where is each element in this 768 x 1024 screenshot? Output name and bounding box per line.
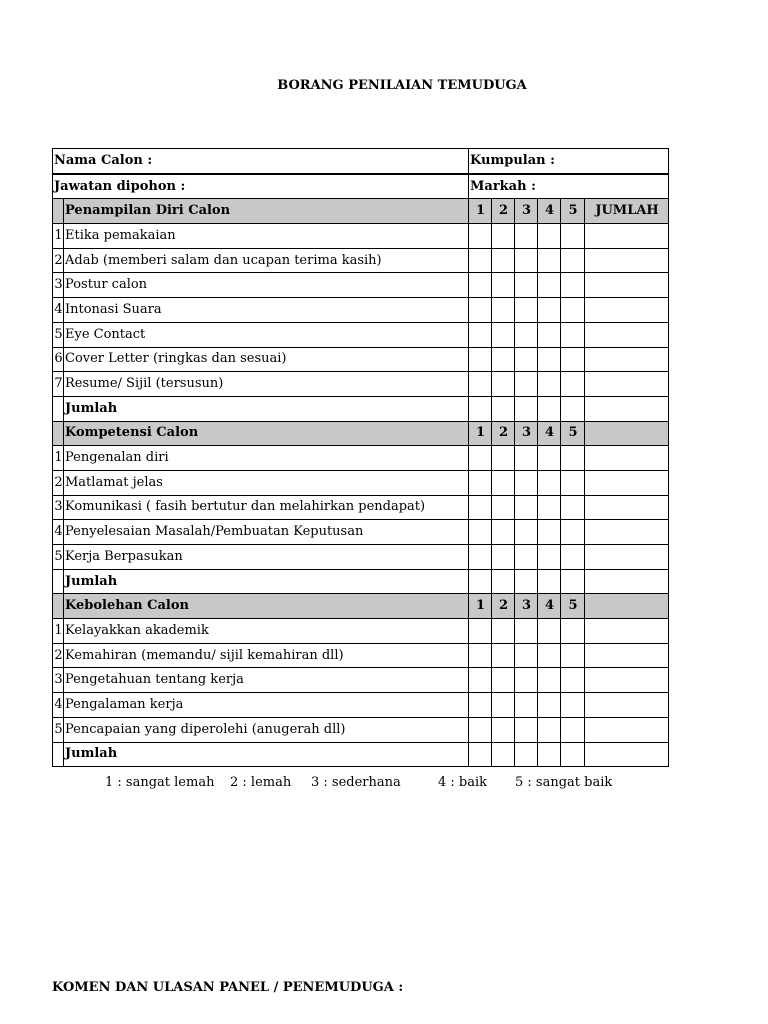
total-column-blank [585,421,669,446]
score-cell[interactable] [515,742,538,767]
criterion-number: 2 [53,470,64,495]
total-cell[interactable] [585,224,669,249]
criterion-number: 4 [53,298,64,323]
criterion-number: 3 [53,668,64,693]
total-cell[interactable] [585,717,669,742]
total-cell[interactable] [585,322,669,347]
score-cell[interactable] [538,643,561,668]
score-cell[interactable] [492,668,515,693]
score-cell[interactable] [469,347,492,372]
score-cell[interactable] [469,495,492,520]
section-spacer [53,742,64,767]
score-cell[interactable] [538,446,561,471]
score-column-header: 3 [515,594,538,619]
score-cell[interactable] [515,322,538,347]
score-cell[interactable] [492,396,515,421]
score-column-header: 4 [538,594,561,619]
score-cell[interactable] [492,347,515,372]
legend-item: 4 : baik [438,775,488,790]
score-cell[interactable] [515,298,538,323]
score-cell[interactable] [538,693,561,718]
score-cell[interactable] [561,742,585,767]
section-total-label: Jumlah [64,396,469,421]
group-label: Kumpulan : [469,149,669,174]
score-cell[interactable] [492,643,515,668]
section-total-row [53,396,669,421]
score-cell[interactable] [561,347,585,372]
score-cell[interactable] [538,668,561,693]
score-cell[interactable] [469,396,492,421]
score-cell[interactable] [515,446,538,471]
total-cell[interactable] [585,396,669,421]
score-cell[interactable] [492,619,515,644]
total-cell[interactable] [585,372,669,397]
score-cell[interactable] [515,520,538,545]
criterion-row [53,248,669,273]
score-cell[interactable] [469,619,492,644]
criterion-row [53,520,669,545]
score-column-header: 2 [492,199,515,224]
section-spacer [53,396,64,421]
criterion-number: 3 [53,273,64,298]
criterion-row [53,643,669,668]
criterion-row [53,322,669,347]
total-cell[interactable] [585,520,669,545]
criterion-label: Kelayakkan akademik [64,619,469,644]
panel-comments-label: KOMEN DAN ULASAN PANEL / PENEMUDUGA : [52,980,404,995]
score-column-header: 5 [561,594,585,619]
score-cell[interactable] [538,298,561,323]
criterion-row [53,717,669,742]
score-column-header: 3 [515,199,538,224]
total-cell[interactable] [585,273,669,298]
score-cell[interactable] [492,470,515,495]
criterion-row [53,273,669,298]
criterion-number: 2 [53,248,64,273]
criterion-number: 1 [53,446,64,471]
score-cell[interactable] [469,569,492,594]
score-cell[interactable] [515,668,538,693]
total-cell[interactable] [585,569,669,594]
criterion-row [53,668,669,693]
score-cell[interactable] [469,273,492,298]
form-title: BORANG PENILAIAN TEMUDUGA [277,78,527,93]
total-column-blank [585,594,669,619]
score-column-header: 5 [561,199,585,224]
score-cell[interactable] [538,396,561,421]
total-cell[interactable] [585,693,669,718]
score-cell[interactable] [561,372,585,397]
score-cell[interactable] [492,545,515,570]
criterion-row [53,545,669,570]
section-header [53,594,669,619]
position-applied-label: Jawatan dipohon : [53,174,469,199]
score-cell[interactable] [515,643,538,668]
section-heading: Kompetensi Calon [64,421,469,446]
score-cell[interactable] [538,248,561,273]
criterion-label: Penyelesaian Masalah/Pembuatan Keputusan [64,520,469,545]
section-spacer [53,199,64,224]
total-cell[interactable] [585,619,669,644]
score-cell[interactable] [538,545,561,570]
score-cell[interactable] [538,322,561,347]
score-cell[interactable] [515,545,538,570]
criterion-row [53,495,669,520]
section-spacer [53,594,64,619]
score-cell[interactable] [469,446,492,471]
score-cell[interactable] [469,668,492,693]
total-cell[interactable] [585,668,669,693]
total-cell[interactable] [585,347,669,372]
score-cell[interactable] [561,545,585,570]
score-cell[interactable] [561,396,585,421]
score-cell[interactable] [538,569,561,594]
criterion-label: Cover Letter (ringkas dan sesuai) [64,347,469,372]
criterion-row [53,693,669,718]
score-cell[interactable] [515,619,538,644]
total-cell[interactable] [585,643,669,668]
section-heading: Penampilan Diri Calon [64,199,469,224]
score-cell[interactable] [515,569,538,594]
criterion-row [53,619,669,644]
score-cell[interactable] [538,520,561,545]
criterion-label: Pengenalan diri [64,446,469,471]
score-cell[interactable] [515,372,538,397]
score-column-header: 3 [515,421,538,446]
score-column-header: 1 [469,199,492,224]
score-cell[interactable] [538,372,561,397]
score-cell[interactable] [469,372,492,397]
score-cell[interactable] [561,470,585,495]
candidate-name-label: Nama Calon : [53,149,469,174]
score-cell[interactable] [561,298,585,323]
score-column-header: 1 [469,594,492,619]
score-cell[interactable] [538,742,561,767]
score-cell[interactable] [492,742,515,767]
score-cell[interactable] [469,693,492,718]
score-cell[interactable] [515,717,538,742]
total-cell[interactable] [585,298,669,323]
total-cell[interactable] [585,545,669,570]
criterion-number: 1 [53,224,64,249]
score-cell[interactable] [492,224,515,249]
score-cell[interactable] [469,643,492,668]
section-total-label: Jumlah [64,742,469,767]
criterion-number: 4 [53,693,64,718]
total-column-header: JUMLAH [585,199,669,224]
legend-item: 3 : sederhana [311,775,401,790]
score-cell[interactable] [561,248,585,273]
score-cell[interactable] [492,717,515,742]
score-cell[interactable] [561,224,585,249]
score-cell[interactable] [469,717,492,742]
criterion-number: 3 [53,495,64,520]
score-cell[interactable] [538,470,561,495]
score-cell[interactable] [492,372,515,397]
criterion-label: Kerja Berpasukan [64,545,469,570]
score-cell[interactable] [561,569,585,594]
score-cell[interactable] [515,347,538,372]
score-column-header: 5 [561,421,585,446]
score-column-header: 4 [538,199,561,224]
score-cell[interactable] [515,224,538,249]
assessment-table [52,148,669,767]
score-cell[interactable] [515,248,538,273]
criterion-number: 7 [53,372,64,397]
score-cell[interactable] [469,470,492,495]
total-cell[interactable] [585,248,669,273]
section-spacer [53,569,64,594]
score-cell[interactable] [538,495,561,520]
score-cell[interactable] [515,396,538,421]
criterion-row [53,470,669,495]
score-cell[interactable] [561,668,585,693]
score-cell[interactable] [515,693,538,718]
criterion-number: 2 [53,643,64,668]
total-cell[interactable] [585,742,669,767]
score-cell[interactable] [561,619,585,644]
score-cell[interactable] [469,224,492,249]
criterion-row [53,372,669,397]
score-cell[interactable] [561,520,585,545]
section-spacer [53,421,64,446]
legend-item: 5 : sangat baik [515,775,613,790]
score-cell[interactable] [561,446,585,471]
criterion-label: Pencapaian yang diperolehi (anugerah dll) [64,717,469,742]
score-cell[interactable] [561,643,585,668]
section-total-row [53,742,669,767]
score-cell[interactable] [538,347,561,372]
criterion-label: Pengalaman kerja [64,693,469,718]
score-cell[interactable] [492,693,515,718]
section-heading: Kebolehan Calon [64,594,469,619]
criterion-number: 5 [53,545,64,570]
criterion-label: Resume/ Sijil (tersusun) [64,372,469,397]
criterion-label: Pengetahuan tentang kerja [64,668,469,693]
legend-item: 1 : sangat lemah [105,775,215,790]
legend-item: 2 : lemah [230,775,292,790]
score-cell[interactable] [469,248,492,273]
score-cell[interactable] [515,273,538,298]
score-cell[interactable] [469,742,492,767]
score-cell[interactable] [492,298,515,323]
score-cell[interactable] [492,248,515,273]
criterion-label: Komunikasi ( fasih bertutur dan melahirkan pendapat) [64,495,469,520]
score-cell[interactable] [561,717,585,742]
score-cell[interactable] [492,495,515,520]
criterion-number: 1 [53,619,64,644]
criterion-label: Matlamat jelas [64,470,469,495]
rating-legend [0,775,768,793]
criterion-label: Postur calon [64,273,469,298]
total-cell[interactable] [585,446,669,471]
score-column-header: 1 [469,421,492,446]
criterion-label: Intonasi Suara [64,298,469,323]
score-cell[interactable] [492,520,515,545]
score-cell[interactable] [469,545,492,570]
criterion-number: 6 [53,347,64,372]
section-total-label: Jumlah [64,569,469,594]
score-column-header: 2 [492,594,515,619]
score-cell[interactable] [469,298,492,323]
criterion-label: Adab (memberi salam dan ucapan terima kasih) [64,248,469,273]
section-total-row [53,569,669,594]
criterion-number: 4 [53,520,64,545]
score-cell[interactable] [469,322,492,347]
total-cell[interactable] [585,470,669,495]
criterion-label: Etika pemakaian [64,224,469,249]
score-cell[interactable] [492,446,515,471]
score-cell[interactable] [492,273,515,298]
criterion-row [53,347,669,372]
score-cell[interactable] [538,224,561,249]
criterion-number: 5 [53,717,64,742]
score-column-header: 2 [492,421,515,446]
marks-label: Markah : [469,174,669,199]
score-column-header: 4 [538,421,561,446]
score-cell[interactable] [492,569,515,594]
score-cell[interactable] [561,693,585,718]
criterion-row [53,446,669,471]
score-cell[interactable] [561,322,585,347]
criterion-label: Eye Contact [64,322,469,347]
section-header [53,199,669,224]
score-cell[interactable] [561,495,585,520]
score-cell[interactable] [538,619,561,644]
criterion-label: Kemahiran (memandu/ sijil kemahiran dll) [64,643,469,668]
score-cell[interactable] [538,273,561,298]
section-header [53,421,669,446]
score-cell[interactable] [515,495,538,520]
score-cell[interactable] [538,717,561,742]
score-cell[interactable] [469,520,492,545]
criterion-row [53,298,669,323]
criterion-row [53,224,669,249]
score-cell[interactable] [492,322,515,347]
score-cell[interactable] [561,273,585,298]
criterion-number: 5 [53,322,64,347]
score-cell[interactable] [515,470,538,495]
total-cell[interactable] [585,495,669,520]
